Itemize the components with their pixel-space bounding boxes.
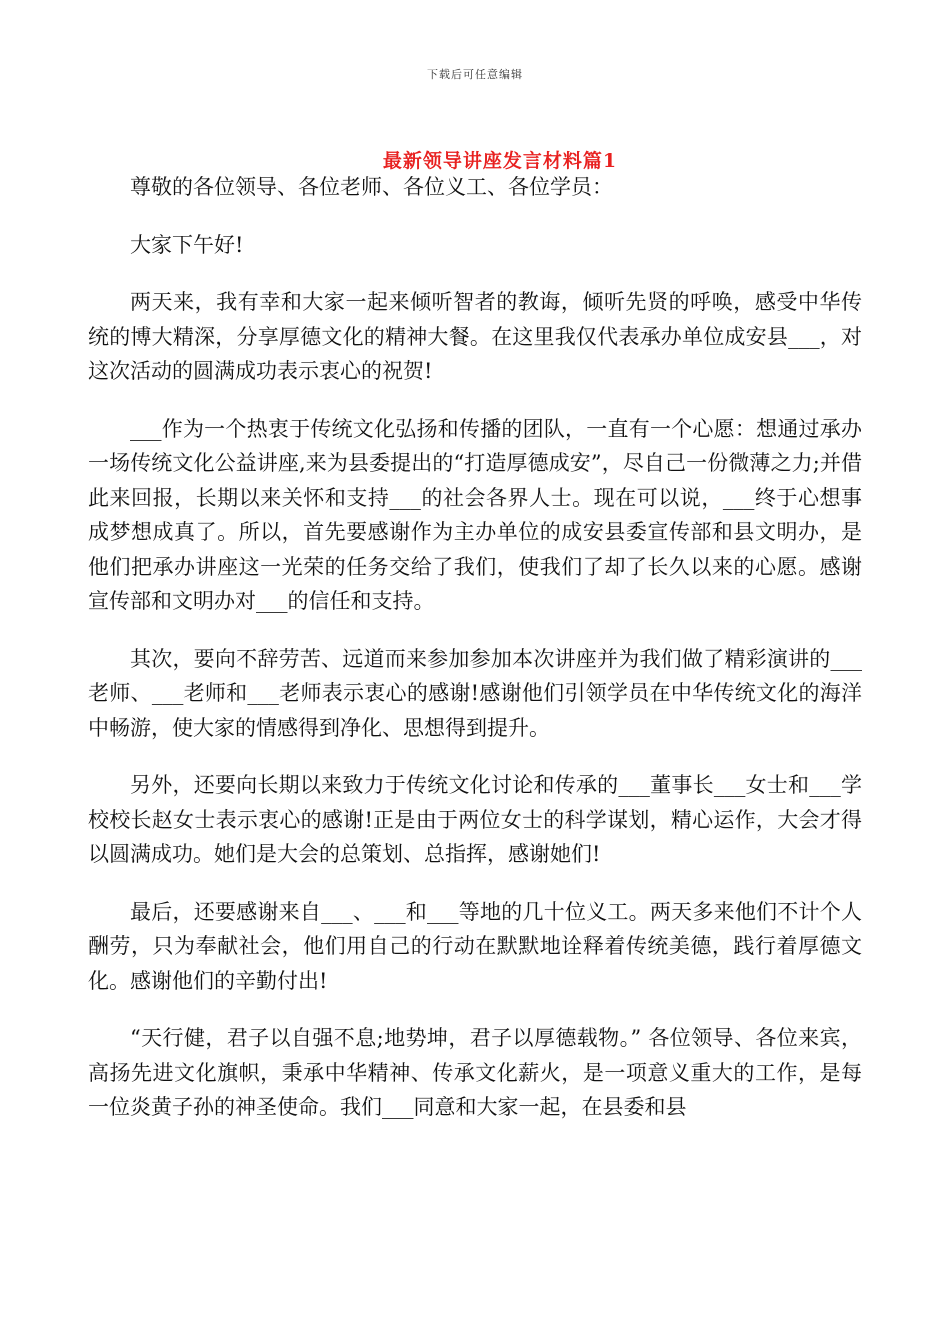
body-paragraph: ___作为一个热衷于传统文化弘扬和传播的团队，一直有一个心愿：想通过承办一场传统文化公益讲座,来为县委提出的“打造厚德成安”，尽自己一份微薄之力;并借此来回报，长期以来关怀和支持___的社会各界人士。现在可以说，___终于心想事成梦想成真了。所以，首先要感谢作为主办单位的成安县委宣传部和县文明办，是他们把承办讲座这一光荣的任务交给了我们，使我们了却了长久以来的心愿。感谢宣传部和文明办对___的信任和支持。 <box>88 416 862 613</box>
document-title: 最新领导讲座发言材料篇1 <box>382 150 618 172</box>
document-body <box>88 170 862 1148</box>
body-paragraph: 最后，还要感谢来自___、___和___等地的几十位义工。两天多来他们不计个人酬劳，只为奉献社会，他们用自己的行动在默默地诠释着传统美德，践行着厚德文化。感谢他们的辛勤付出! <box>88 899 862 993</box>
page-header-note: 下载后可任意编辑 <box>427 68 523 81</box>
greeting-paragraph: 大家下午好! <box>130 232 244 257</box>
body-paragraph: “天行健，君子以自强不息;地势坤，君子以厚德载物。” 各位领导、各位来宾，高扬先进文化旗帜，秉承中华精神、传承文化薪火，是一项意义重大的工作，是每一位炎黄子孙的神圣使命。我们___同意和大家一起，在县委和县 <box>88 1026 862 1119</box>
body-paragraph: 另外，还要向长期以来致力于传统文化讨论和传承的___董事长___女士和___学校校长赵女士表示衷心的感谢!正是由于两位女士的科学谋划，精心运作，大会才得以圆满成功。她们是大会的总策划、总指挥，感谢她们! <box>88 773 862 866</box>
body-paragraph: 两天来，我有幸和大家一起来倾听智者的教诲，倾听先贤的呼唤，感受中华传统的博大精深，分享厚德文化的精神大餐。在这里我仅代表承办单位成安县___，对这次活动的圆满成功表示衷心的祝贺! <box>88 290 862 383</box>
body-paragraph: 其次，要向不辞劳苦、远道而来参加参加本次讲座并为我们做了精彩演讲的___老师、___老师和___老师表示衷心的感谢!感谢他们引领学员在中华传统文化的海洋中畅游，使大家的情感得到净化、思想得到提升。 <box>88 646 862 740</box>
salutation-paragraph: 尊敬的各位领导、各位老师、各位义工、各位学员： <box>130 175 613 199</box>
